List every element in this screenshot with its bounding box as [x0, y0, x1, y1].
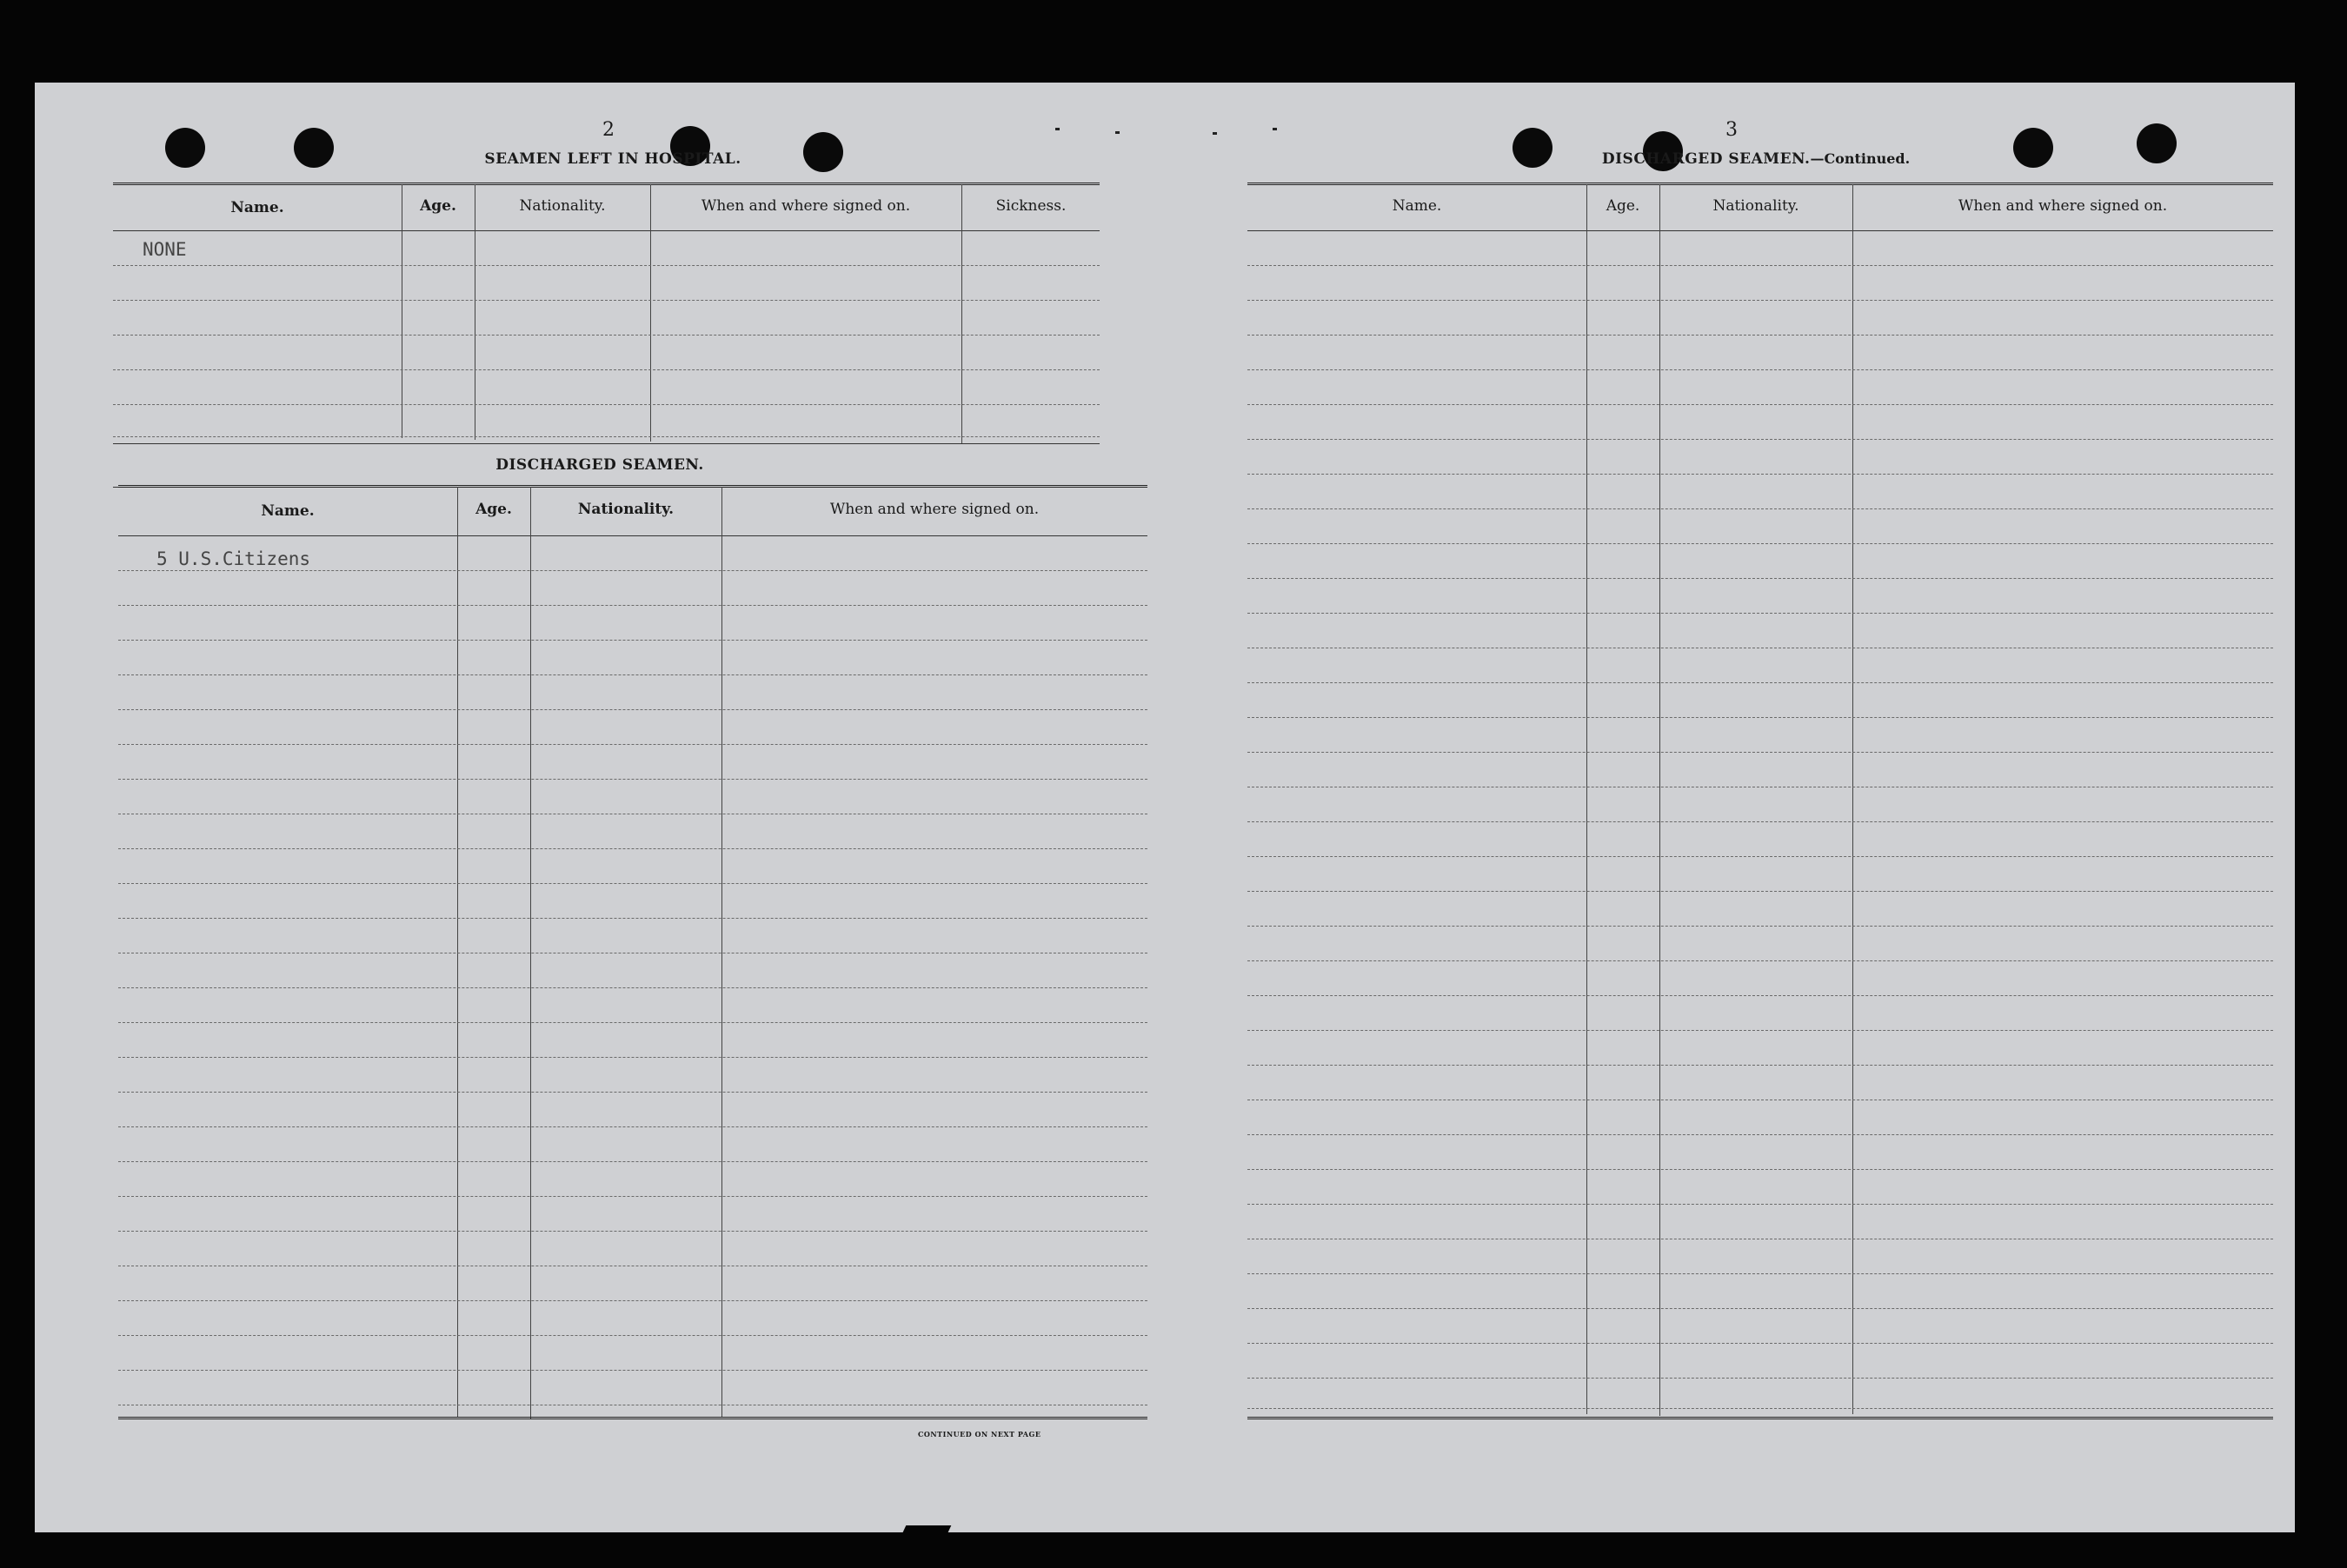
column-header-name: Name. [230, 199, 284, 216]
page-number-right: 3 [1725, 119, 1738, 141]
column-header-name: Name. [261, 502, 315, 520]
discharged-heading: DISCHARGED SEAMEN. [495, 456, 704, 474]
discharged-continued-title: DISCHARGED SEAMEN. [1601, 150, 1811, 168]
column-header-age: Age. [475, 501, 512, 518]
column-header-age: Age. [1606, 197, 1640, 215]
punch-hole [165, 128, 205, 168]
hospital-heading: SEAMEN LEFT IN HOSPITAL. [484, 150, 741, 168]
column-header-name: Name. [1392, 197, 1442, 215]
discharged-continued-heading [1513, 150, 1999, 168]
punch-hole [2137, 123, 2177, 163]
page-number-left: 2 [602, 119, 615, 141]
ink-speck [1055, 128, 1060, 130]
discharged-entry: 5 U.S.Citizens [156, 548, 311, 569]
punch-hole [294, 128, 334, 168]
folder-tab [902, 1525, 952, 1534]
column-header-sickness: Sickness. [995, 197, 1067, 215]
hospital-table [113, 183, 1100, 530]
ink-speck [1273, 128, 1277, 130]
ink-speck [1213, 132, 1217, 135]
discharged-table [118, 485, 1147, 1524]
column-header-signed-on: When and where signed on. [1958, 197, 2168, 215]
column-header-nationality: Nationality. [1712, 197, 1799, 215]
column-header-nationality: Nationality. [519, 197, 606, 215]
continued-note: CONTINUED ON NEXT PAGE [918, 1430, 1041, 1438]
hospital-entry: NONE [143, 239, 187, 260]
form-sheet [35, 83, 2295, 1532]
column-header-signed-on: When and where signed on. [701, 197, 911, 215]
column-header-signed-on: When and where signed on. [829, 501, 1040, 518]
column-header-age: Age. [420, 197, 456, 215]
ink-speck [1115, 131, 1120, 134]
discharged-continued-table [1247, 183, 2273, 1521]
punch-hole [803, 132, 843, 172]
punch-hole [2013, 128, 2053, 168]
continued-suffix: —Continued. [1810, 150, 1911, 167]
column-header-nationality: Nationality. [577, 501, 675, 518]
